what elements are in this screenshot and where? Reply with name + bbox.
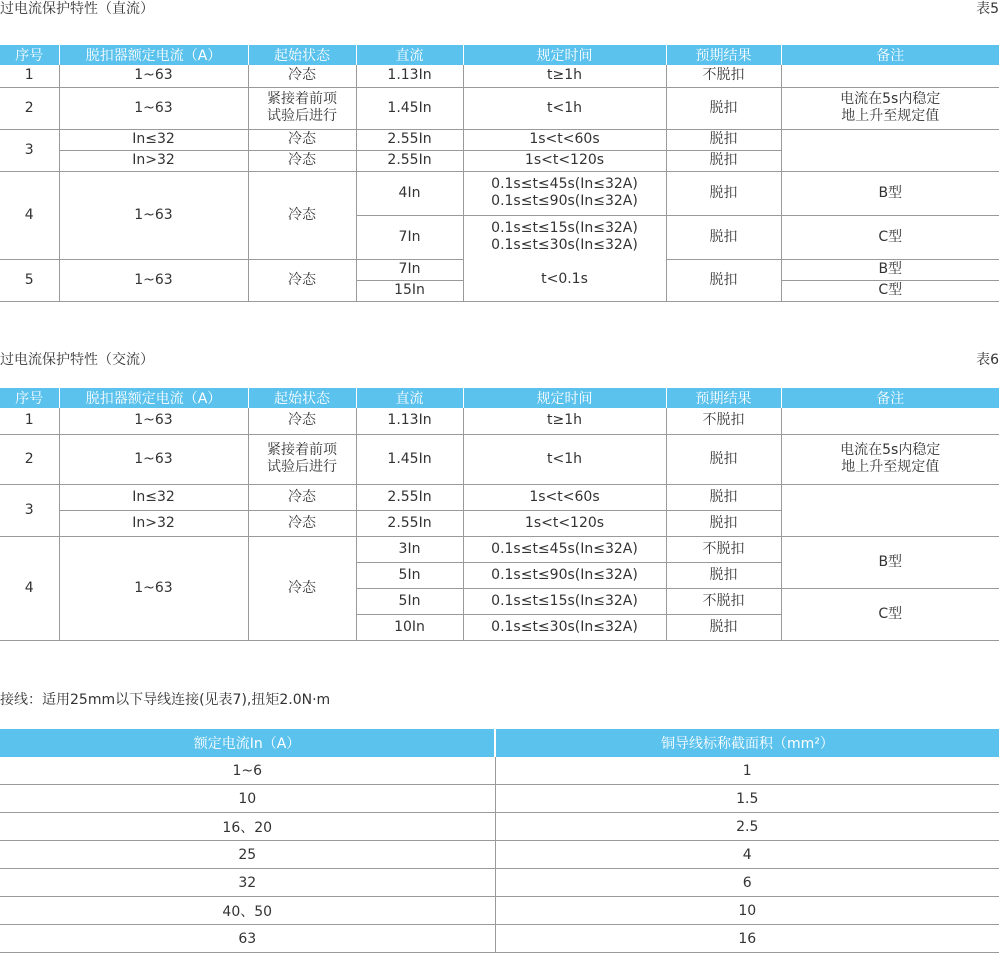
cell-no: 2: [0, 87, 59, 129]
note-line-2: 地上升至规定值: [841, 459, 940, 475]
cell-time: 0.1s≤t≤45s(In≤32A): [463, 536, 666, 562]
wiring-title: 接线：适用25mm以下导线连接(见表7),扭矩2.0N·m: [0, 692, 331, 708]
state-line-2: 试验后进行: [267, 459, 337, 475]
cell-dc: 2.55In: [356, 129, 463, 150]
cell-result: 脱扣: [666, 259, 781, 301]
table-row: [0, 536, 999, 562]
cell-time: t≥1h: [463, 408, 666, 434]
cell-area: 16: [495, 925, 999, 953]
table-row: [0, 484, 999, 510]
cell-dc: 1.13In: [356, 408, 463, 434]
cell-note: B型: [781, 259, 999, 280]
cell-state: 冷态: [248, 510, 356, 536]
header-dc: 直流: [356, 388, 463, 408]
table-row: [0, 785, 999, 813]
table-row: [0, 259, 999, 280]
table-row: [0, 757, 999, 785]
cell-time: 1s<t<120s: [463, 510, 666, 536]
cell-state: 冷态: [248, 129, 356, 150]
cell-current: In>32: [59, 510, 248, 536]
table-header-row: [0, 45, 999, 65]
cell-current: 1~6: [0, 757, 495, 785]
cell-time: [463, 171, 666, 215]
cell-no: 1: [0, 65, 59, 87]
cell-current: In≤32: [59, 484, 248, 510]
time-line-2: 0.1s≤t≤30s(In≤32A): [491, 237, 638, 254]
cell-current: 16、20: [0, 813, 495, 841]
cell-time: 0.1s≤t≤15s(In≤32A): [463, 588, 666, 614]
cell-note: C型: [781, 588, 999, 640]
header-remarks: 备注: [781, 45, 999, 65]
cell-current: 1~63: [59, 65, 248, 87]
cell-result: 不脱扣: [666, 588, 781, 614]
cell-dc: 1.13In: [356, 65, 463, 87]
cell-note: B型: [781, 536, 999, 588]
cell-current: 1~63: [59, 87, 248, 129]
cell-dc: 7In: [356, 259, 463, 280]
header-rated-current: 额定电流In（A）: [0, 729, 495, 757]
cell-current: 1~63: [59, 536, 248, 640]
table-row: [0, 129, 999, 150]
cell-note: [781, 87, 999, 129]
cell-dc: 1.45In: [356, 87, 463, 129]
cell-time: 1s<t<60s: [463, 484, 666, 510]
cell-result: 脱扣: [666, 434, 781, 484]
table-row: [0, 434, 999, 484]
cell-current: 1~63: [59, 408, 248, 434]
cell-time: t≥1h: [463, 65, 666, 87]
cell-note: C型: [781, 280, 999, 301]
cell-area: 1.5: [495, 785, 999, 813]
cell-time: 1s<t<120s: [463, 150, 666, 171]
cell-current: 1~63: [59, 259, 248, 301]
cell-current: 10: [0, 785, 495, 813]
header-initial-state: 起始状态: [248, 45, 356, 65]
header-no: 序号: [0, 45, 59, 65]
cell-time: 0.1s≤t≤90s(In≤32A): [463, 562, 666, 588]
cell-result: 不脱扣: [666, 408, 781, 434]
header-dc: 直流: [356, 45, 463, 65]
cell-current: 40、50: [0, 897, 495, 925]
cell-dc: 2.55In: [356, 150, 463, 171]
table6-label: 表6: [976, 352, 999, 368]
header-no: 序号: [0, 388, 59, 408]
cell-state: 冷态: [248, 171, 356, 259]
time-line-1: 0.1s≤t≤45s(In≤32A): [491, 176, 638, 192]
cell-state: 冷态: [248, 408, 356, 434]
table6-title: 过电流保护特性（交流）: [0, 352, 154, 368]
cell-dc: 15In: [356, 280, 463, 301]
cell-state: [248, 87, 356, 129]
cell-no: 3: [0, 484, 59, 536]
cell-time: t<1h: [463, 434, 666, 484]
table-row: [0, 869, 999, 897]
cell-result: 脱扣: [666, 150, 781, 171]
cell-result: 脱扣: [666, 562, 781, 588]
cell-no: 5: [0, 259, 59, 301]
table-row: [0, 171, 999, 215]
state-line-1: 紧接着前项: [267, 442, 337, 458]
table6-ac-overcurrent: [0, 388, 999, 641]
cell-note: [781, 484, 999, 536]
cell-result: 不脱扣: [666, 536, 781, 562]
cell-no: 4: [0, 171, 59, 259]
cell-dc: 10In: [356, 614, 463, 640]
table5-label: 表5: [976, 1, 999, 17]
cell-current: In>32: [59, 150, 248, 171]
cell-time: [463, 215, 666, 259]
cell-current: 25: [0, 841, 495, 869]
cell-dc: 7In: [356, 215, 463, 259]
cell-state: [248, 434, 356, 484]
header-initial-state: 起始状态: [248, 388, 356, 408]
cell-current: 32: [0, 869, 495, 897]
cell-no: 1: [0, 408, 59, 434]
table-header-row: [0, 729, 999, 757]
table-header-row: [0, 388, 999, 408]
table-row: [0, 813, 999, 841]
header-copper-cross-section: 铜导线标称截面积（mm²）: [495, 729, 999, 757]
cell-result: 脱扣: [666, 171, 781, 215]
table-row: [0, 87, 999, 129]
cell-state: 冷态: [248, 484, 356, 510]
note-line-1: 电流在5s内稳定: [840, 91, 941, 107]
cell-dc: 2.55In: [356, 484, 463, 510]
cell-area: 1: [495, 757, 999, 785]
cell-result: 脱扣: [666, 484, 781, 510]
table5-dc-overcurrent: [0, 45, 999, 302]
cell-result: 脱扣: [666, 614, 781, 640]
cell-result: 脱扣: [666, 129, 781, 150]
cell-result: 脱扣: [666, 215, 781, 259]
time-line-1: 0.1s≤t≤15s(In≤32A): [491, 220, 638, 237]
cell-result: 不脱扣: [666, 65, 781, 87]
note-line-1: 电流在5s内稳定: [840, 442, 941, 458]
cell-note: [781, 434, 999, 484]
cell-dc: 4In: [356, 171, 463, 215]
cell-area: 4: [495, 841, 999, 869]
cell-area: 2.5: [495, 813, 999, 841]
cell-note: [781, 129, 999, 171]
cell-dc: 3In: [356, 536, 463, 562]
table-row: [0, 925, 999, 953]
time-line-2: 0.1s≤t≤90s(In≤32A): [491, 193, 638, 209]
header-remarks: 备注: [781, 388, 999, 408]
header-expected-result: 预期结果: [666, 45, 781, 65]
cell-no: 3: [0, 129, 59, 171]
cell-note: C型: [781, 215, 999, 259]
cell-state: 冷态: [248, 150, 356, 171]
cell-current: 1~63: [59, 171, 248, 259]
note-line-2: 地上升至规定值: [841, 108, 940, 124]
cell-area: 6: [495, 869, 999, 897]
cell-current: 1~63: [59, 434, 248, 484]
cell-state: 冷态: [248, 536, 356, 640]
cell-time: t<0.1s: [463, 259, 666, 301]
cell-no: 2: [0, 434, 59, 484]
cell-note: [781, 65, 999, 87]
cell-result: 脱扣: [666, 87, 781, 129]
header-rated-current: 脱扣器额定电流（A）: [59, 45, 248, 65]
table-row: [0, 841, 999, 869]
cell-dc: 1.45In: [356, 434, 463, 484]
cell-note: B型: [781, 171, 999, 215]
cell-time: t<1h: [463, 87, 666, 129]
table-row: [0, 897, 999, 925]
cell-time: 1s<t<60s: [463, 129, 666, 150]
table-row: [0, 408, 999, 434]
cell-dc: 5In: [356, 562, 463, 588]
cell-dc: 5In: [356, 588, 463, 614]
header-expected-result: 预期结果: [666, 388, 781, 408]
cell-no: 4: [0, 536, 59, 640]
cell-note: [781, 408, 999, 434]
table-row: [0, 65, 999, 87]
header-rated-current: 脱扣器额定电流（A）: [59, 388, 248, 408]
header-specified-time: 规定时间: [463, 45, 666, 65]
cell-current: In≤32: [59, 129, 248, 150]
table5-title: 过电流保护特性（直流）: [0, 1, 154, 17]
cell-dc: 2.55In: [356, 510, 463, 536]
cell-state: 冷态: [248, 65, 356, 87]
cell-current: 63: [0, 925, 495, 953]
header-specified-time: 规定时间: [463, 388, 666, 408]
cell-time: 0.1s≤t≤30s(In≤32A): [463, 614, 666, 640]
state-line-1: 紧接着前项: [267, 91, 337, 107]
wiring-table: [0, 729, 999, 953]
cell-area: 10: [495, 897, 999, 925]
state-line-2: 试验后进行: [267, 108, 337, 124]
cell-state: 冷态: [248, 259, 356, 301]
cell-result: 脱扣: [666, 510, 781, 536]
